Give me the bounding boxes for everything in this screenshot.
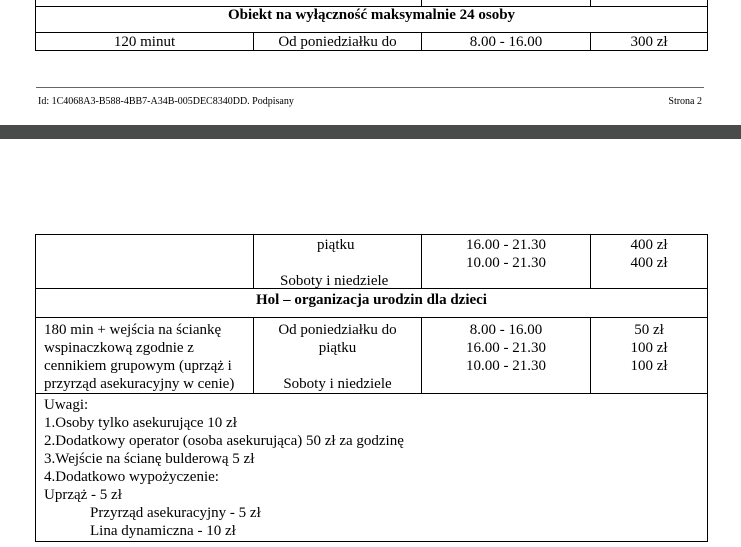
footer-rule	[36, 87, 704, 88]
page-number: Strona 2	[668, 96, 702, 107]
hol-section-header: Hol – organizacja urodzin dla dzieci	[256, 292, 487, 308]
hol-price-line1: 50 zł	[634, 322, 664, 338]
hol-desc-line3: cennikiem grupowym (uprząż i	[44, 358, 232, 374]
price-cell: 300 zł	[630, 34, 668, 50]
hol-days-line1: Od poniedziałku do	[278, 322, 397, 338]
hol-price-line3: 100 zł	[630, 358, 668, 374]
notes-heading: Uwagi:	[44, 397, 89, 413]
hol-hours-line2: 16.00 - 21.30	[466, 340, 546, 356]
exclusive-object-header: Obiekt na wyłączność maksymalnie 24 osoby	[227, 7, 516, 23]
continuation-days-line1: piątku	[317, 237, 355, 253]
continuation-days-line2: Soboty i niedziele	[280, 273, 389, 289]
hol-days-line2: piątku	[318, 340, 357, 356]
page-separator	[0, 125, 741, 139]
hol-desc-line1: 180 min + wejścia na ściankę	[44, 322, 222, 338]
continuation-price-line1: 400 zł	[630, 237, 668, 253]
note-item-3: 3.Wejście na ścianę bulderową 5 zł	[44, 451, 255, 467]
continuation-hours-line1: 16.00 - 21.30	[466, 237, 546, 253]
hol-hours-line1: 8.00 - 16.00	[469, 322, 543, 338]
hol-desc-line4: przyrząd asekuracyjny w cenie)	[44, 376, 235, 392]
note-item-2: 2.Dodatkowy operator (osoba asekurująca) 50 zł za godzinę	[44, 433, 404, 449]
continuation-price-line2: 400 zł	[630, 255, 668, 271]
days-cell: Od poniedziałku do	[278, 34, 397, 50]
rental-harness: Uprząż - 5 zł	[44, 487, 122, 503]
rental-belay-device: Przyrząd asekuracyjny - 5 zł	[90, 505, 261, 521]
hol-hours-line3: 10.00 - 21.30	[466, 358, 546, 374]
note-item-4: 4.Dodatkowo wypożyczenie:	[44, 469, 219, 485]
hol-price-line2: 100 zł	[630, 340, 668, 356]
duration-cell: 120 minut	[113, 34, 176, 50]
hol-desc-line2: wspinaczkową zgodnie z	[44, 340, 194, 356]
rental-dynamic-rope: Lina dynamiczna - 10 zł	[90, 523, 236, 539]
document-id-signed: Id: 1C4068A3-B588-4BB7-A34B-005DEC8340DD. Podpisany	[38, 96, 294, 107]
hol-days-line3: Soboty i niedziele	[283, 376, 392, 392]
note-item-1: 1.Osoby tylko asekurujące 10 zł	[44, 415, 237, 431]
continuation-hours-line2: 10.00 - 21.30	[466, 255, 546, 271]
hours-cell: 8.00 - 16.00	[469, 34, 543, 50]
